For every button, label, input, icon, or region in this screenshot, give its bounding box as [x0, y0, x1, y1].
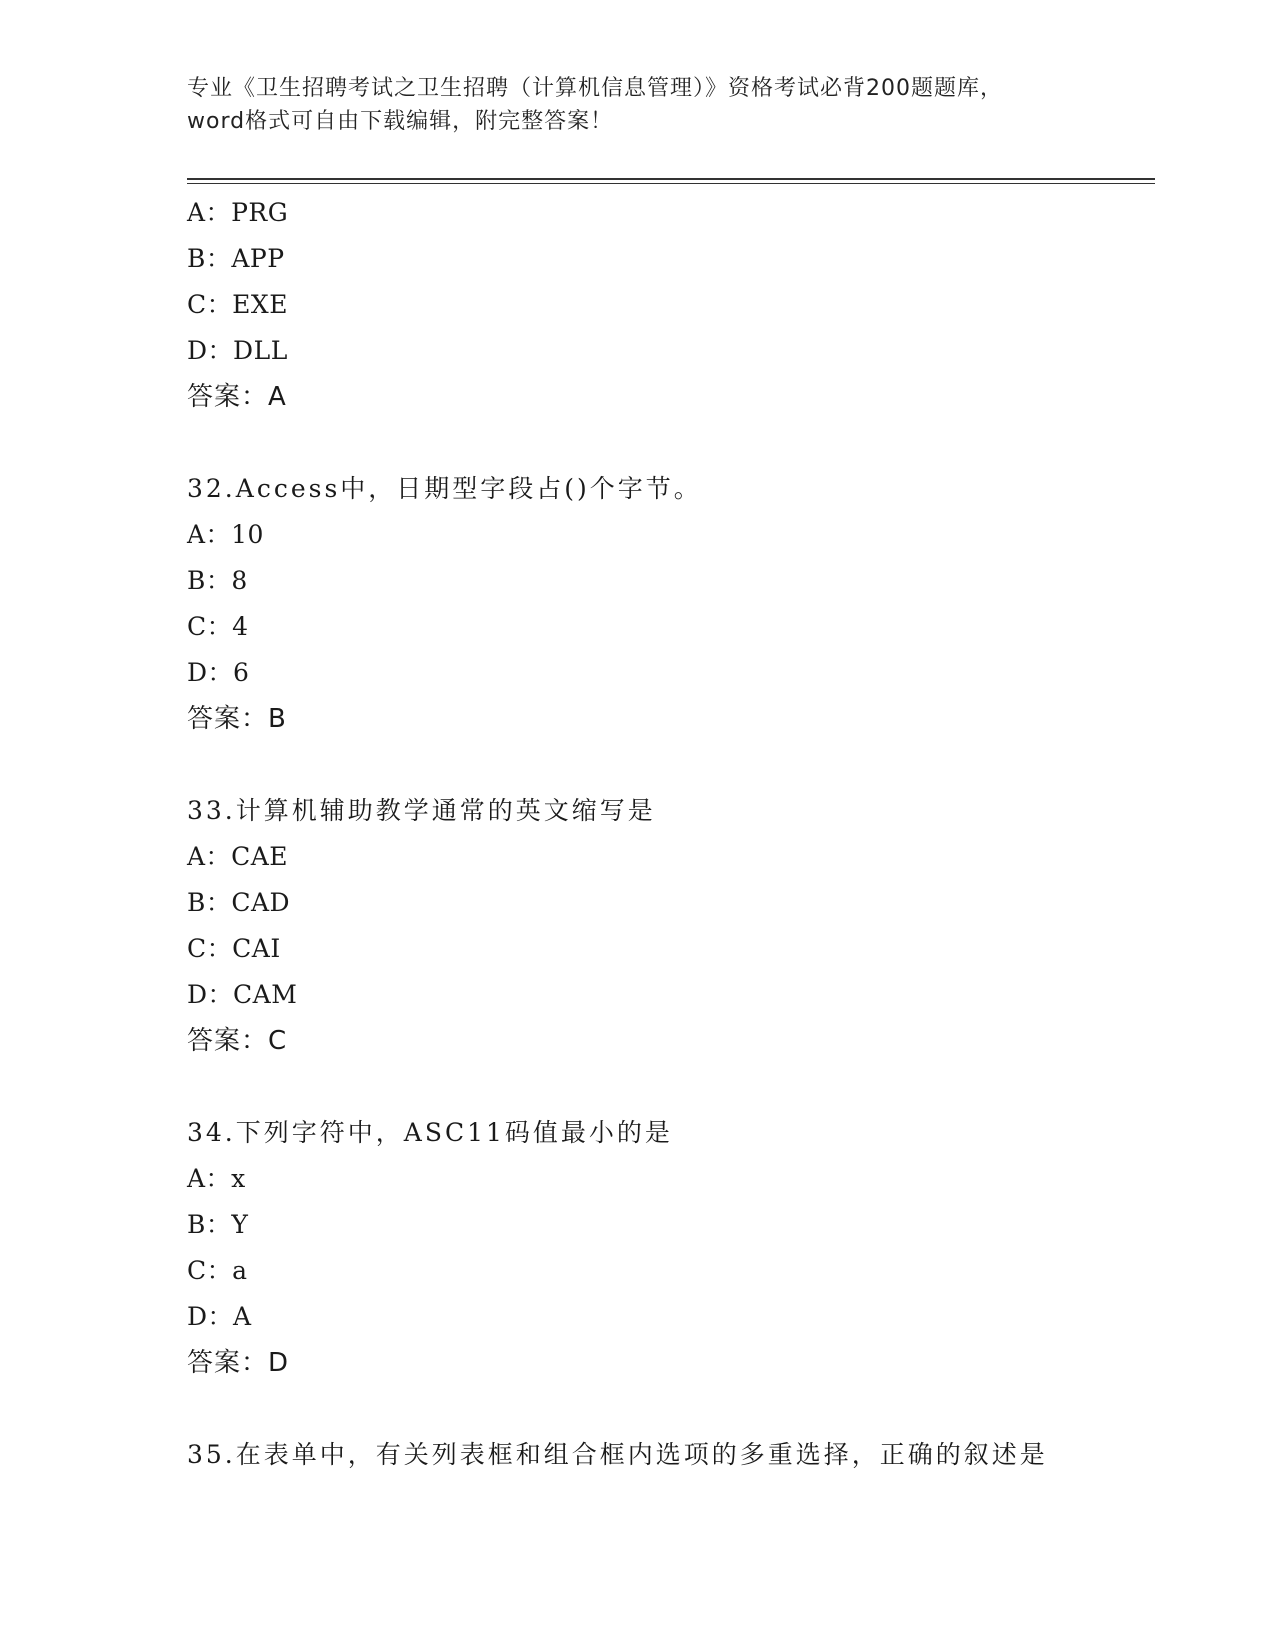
answer-line: 答案：B: [187, 704, 287, 734]
option-label: C：: [187, 934, 233, 963]
answer-line: 答案：C: [187, 1026, 288, 1056]
option-label: A：: [187, 1164, 232, 1193]
spacer: [187, 742, 1147, 788]
answer-line: 答案：A: [187, 382, 287, 412]
option-label: D：: [187, 980, 234, 1009]
option-text: CAI: [232, 934, 281, 963]
option-text: 8: [231, 566, 248, 595]
option-label: A：: [187, 842, 232, 871]
option-label: A：: [187, 520, 232, 549]
option-label: B：: [187, 244, 232, 273]
option-text: CAE: [231, 842, 288, 871]
option-text: CAM: [233, 980, 298, 1009]
option-row: [187, 558, 1147, 604]
option-label: C：: [187, 612, 233, 641]
option-label: B：: [187, 888, 232, 917]
option-text: a: [232, 1256, 248, 1285]
option-text: 4: [232, 612, 249, 641]
header-line-2: word格式可自由下载编辑，附完整答案！: [187, 109, 614, 134]
question-list: [187, 190, 1147, 1478]
header-line-1: 专业《卫生招聘考试之卫生招聘（计算机信息管理）》资格考试必背200题题库，: [187, 76, 1003, 101]
option-row: [187, 236, 1147, 282]
option-row: [187, 190, 1147, 236]
question-text: 33.计算机辅助教学通常的英文缩写是: [187, 796, 656, 825]
option-label: D：: [187, 1302, 234, 1331]
option-text: x: [231, 1164, 246, 1193]
option-label: C：: [187, 1256, 233, 1285]
option-row: [187, 1202, 1147, 1248]
header-divider-thick: [187, 178, 1155, 180]
option-row: [187, 650, 1147, 696]
option-text: 6: [233, 658, 250, 687]
question-block: [187, 190, 1147, 420]
spacer: [187, 1064, 1147, 1110]
header-divider-thin: [187, 183, 1155, 184]
option-text: A: [233, 1302, 252, 1331]
option-label: D：: [187, 658, 234, 687]
option-row: [187, 282, 1147, 328]
option-label: C：: [187, 290, 233, 319]
question-text: 32.Access中，日期型字段占()个字节。: [187, 474, 702, 503]
option-row: [187, 1294, 1147, 1340]
question-block: [187, 1432, 1147, 1478]
question-block: [187, 466, 1147, 742]
spacer: [187, 1386, 1147, 1432]
option-row: [187, 834, 1147, 880]
option-label: A：: [187, 198, 232, 227]
option-text: APP: [231, 244, 285, 273]
option-row: [187, 604, 1147, 650]
document-header: [187, 72, 1087, 138]
option-row: [187, 880, 1147, 926]
question-text: 35.在表单中，有关列表框和组合框内选项的多重选择，正确的叙述是: [187, 1440, 1048, 1469]
option-label: D：: [187, 336, 234, 365]
option-text: DLL: [233, 336, 288, 365]
option-text: PRG: [231, 198, 289, 227]
option-text: CAD: [231, 888, 291, 917]
answer-line: 答案：D: [187, 1348, 290, 1378]
option-row: [187, 1156, 1147, 1202]
option-row: [187, 512, 1147, 558]
spacer: [187, 420, 1147, 466]
question-block: [187, 788, 1147, 1064]
option-row: [187, 1248, 1147, 1294]
option-text: 10: [231, 520, 264, 549]
option-label: B：: [187, 566, 232, 595]
option-row: [187, 328, 1147, 374]
option-text: Y: [231, 1210, 249, 1239]
question-text: 34.下列字符中，ASC11码值最小的是: [187, 1118, 673, 1147]
question-block: [187, 1110, 1147, 1386]
option-row: [187, 972, 1147, 1018]
option-text: EXE: [232, 290, 288, 319]
option-row: [187, 926, 1147, 972]
option-label: B：: [187, 1210, 232, 1239]
